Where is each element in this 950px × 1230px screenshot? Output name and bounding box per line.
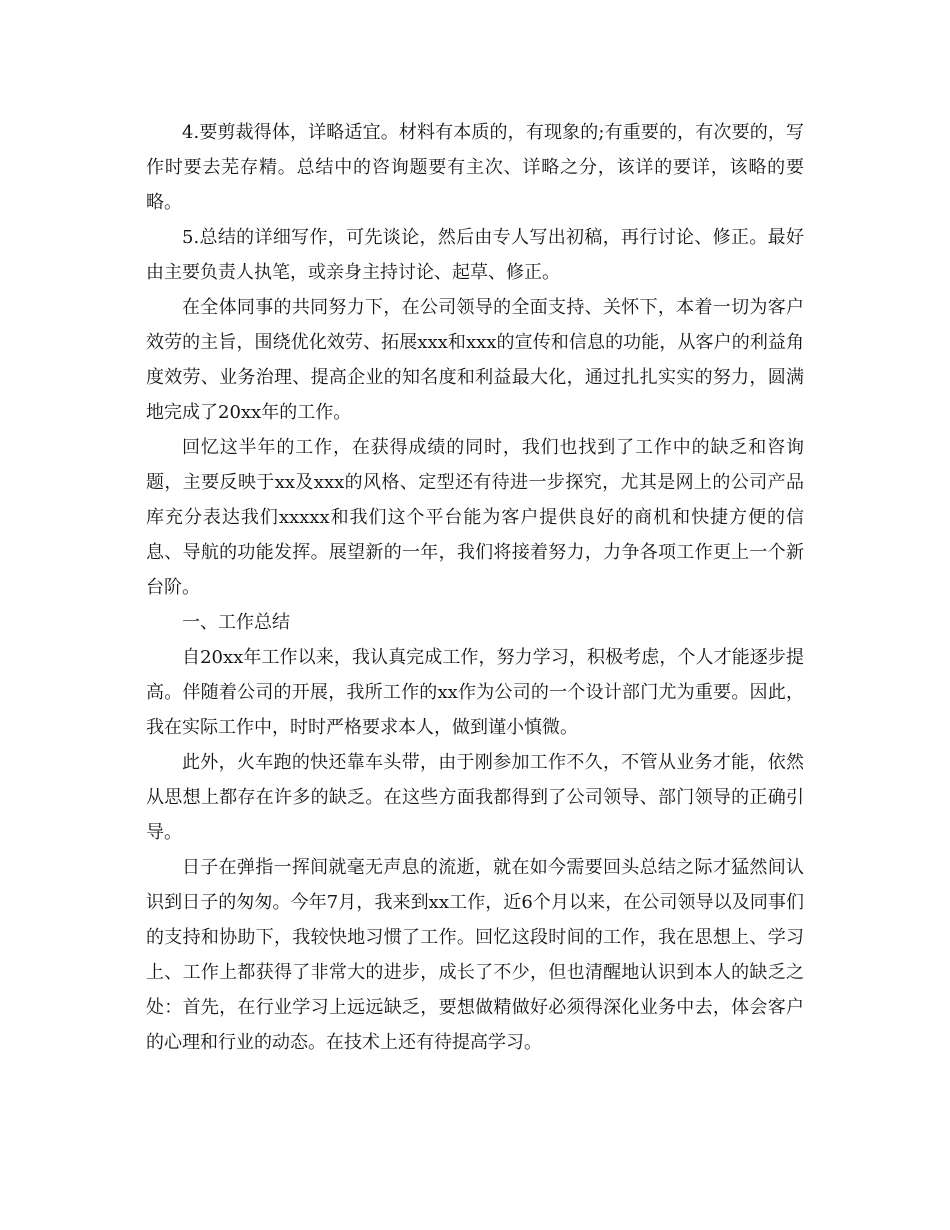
paragraph-since-joining: 自20xx年工作以来，我认真完成工作，努力学习，积极考虑，个人才能逐步提高。伴随着公司的开展，我所工作的xx作为公司的一个设计部门尤为重要。因此，我在实际工作中，时时严格要求本人，做到谨小慎微。: [146, 647, 804, 738]
paragraph-guidance: 此外，火车跑的快还靠车头带，由于刚参加工作不久，不管从业务才能，依然从思想上都存在许多的缺乏。在这些方面我都得到了公司领导、部门领导的正确引导。: [146, 752, 804, 843]
section-heading-work-summary: 一、工作总结: [182, 612, 290, 633]
paragraph-editing-tip: 4.要剪裁得体，详略适宜。材料有本质的，有现象的;有重要的，有次要的，写作时要去芜存精。总结中的咨询题要有主次、详略之分，该详的要详，该略的要略。: [146, 122, 804, 213]
paragraph-reflection: 日子在弹指一挥间就毫无声息的流逝，就在如今需要回头总结之际才猛然间认识到日子的匆匆。今年7月，我来到xx工作，近6个月以来，在公司领导以及同事们的支持和协助下，我较快地习惯了工作。回忆这段时间的工作，我在思想上、学习上、工作上都获得了非常大的进步，成长了不少，但也清醒地认识到本人的缺乏之处：首先，在行业学习上远远缺乏，要想做精做好必须得深化业务中去，体会客户的心理和行业的动态。在技术上还有待提高学习。: [146, 857, 804, 1053]
paragraph-team-effort: 在全体同事的共同努力下，在公司领导的全面支持、关怀下，本着一切为客户效劳的主旨，围绕优化效劳、拓展xxx和xxx的宣传和信息的功能，从客户的利益角度效劳、业务治理、提高企业的知名度和利益最大化，通过扎扎实实的努力，圆满地完成了20xx年的工作。: [146, 297, 804, 423]
document-body: [146, 115, 804, 1060]
paragraph-review: 回忆这半年的工作，在获得成绩的同时，我们也找到了工作中的缺乏和咨询题，主要反映于xx及xxx的风格、定型还有待进一步探究，尤其是网上的公司产品库充分表达我们xxxxx和我们这个平台能为客户提供良好的商机和快捷方便的信息、导航的功能发挥。展望新的一年，我们将接着努力，力争各项工作更上一个新台阶。: [146, 437, 804, 598]
paragraph-writing-tip: 5.总结的详细写作，可先谈论，然后由专人写出初稿，再行讨论、修正。最好由主要负责人执笔，或亲身主持讨论、起草、修正。: [146, 227, 804, 283]
